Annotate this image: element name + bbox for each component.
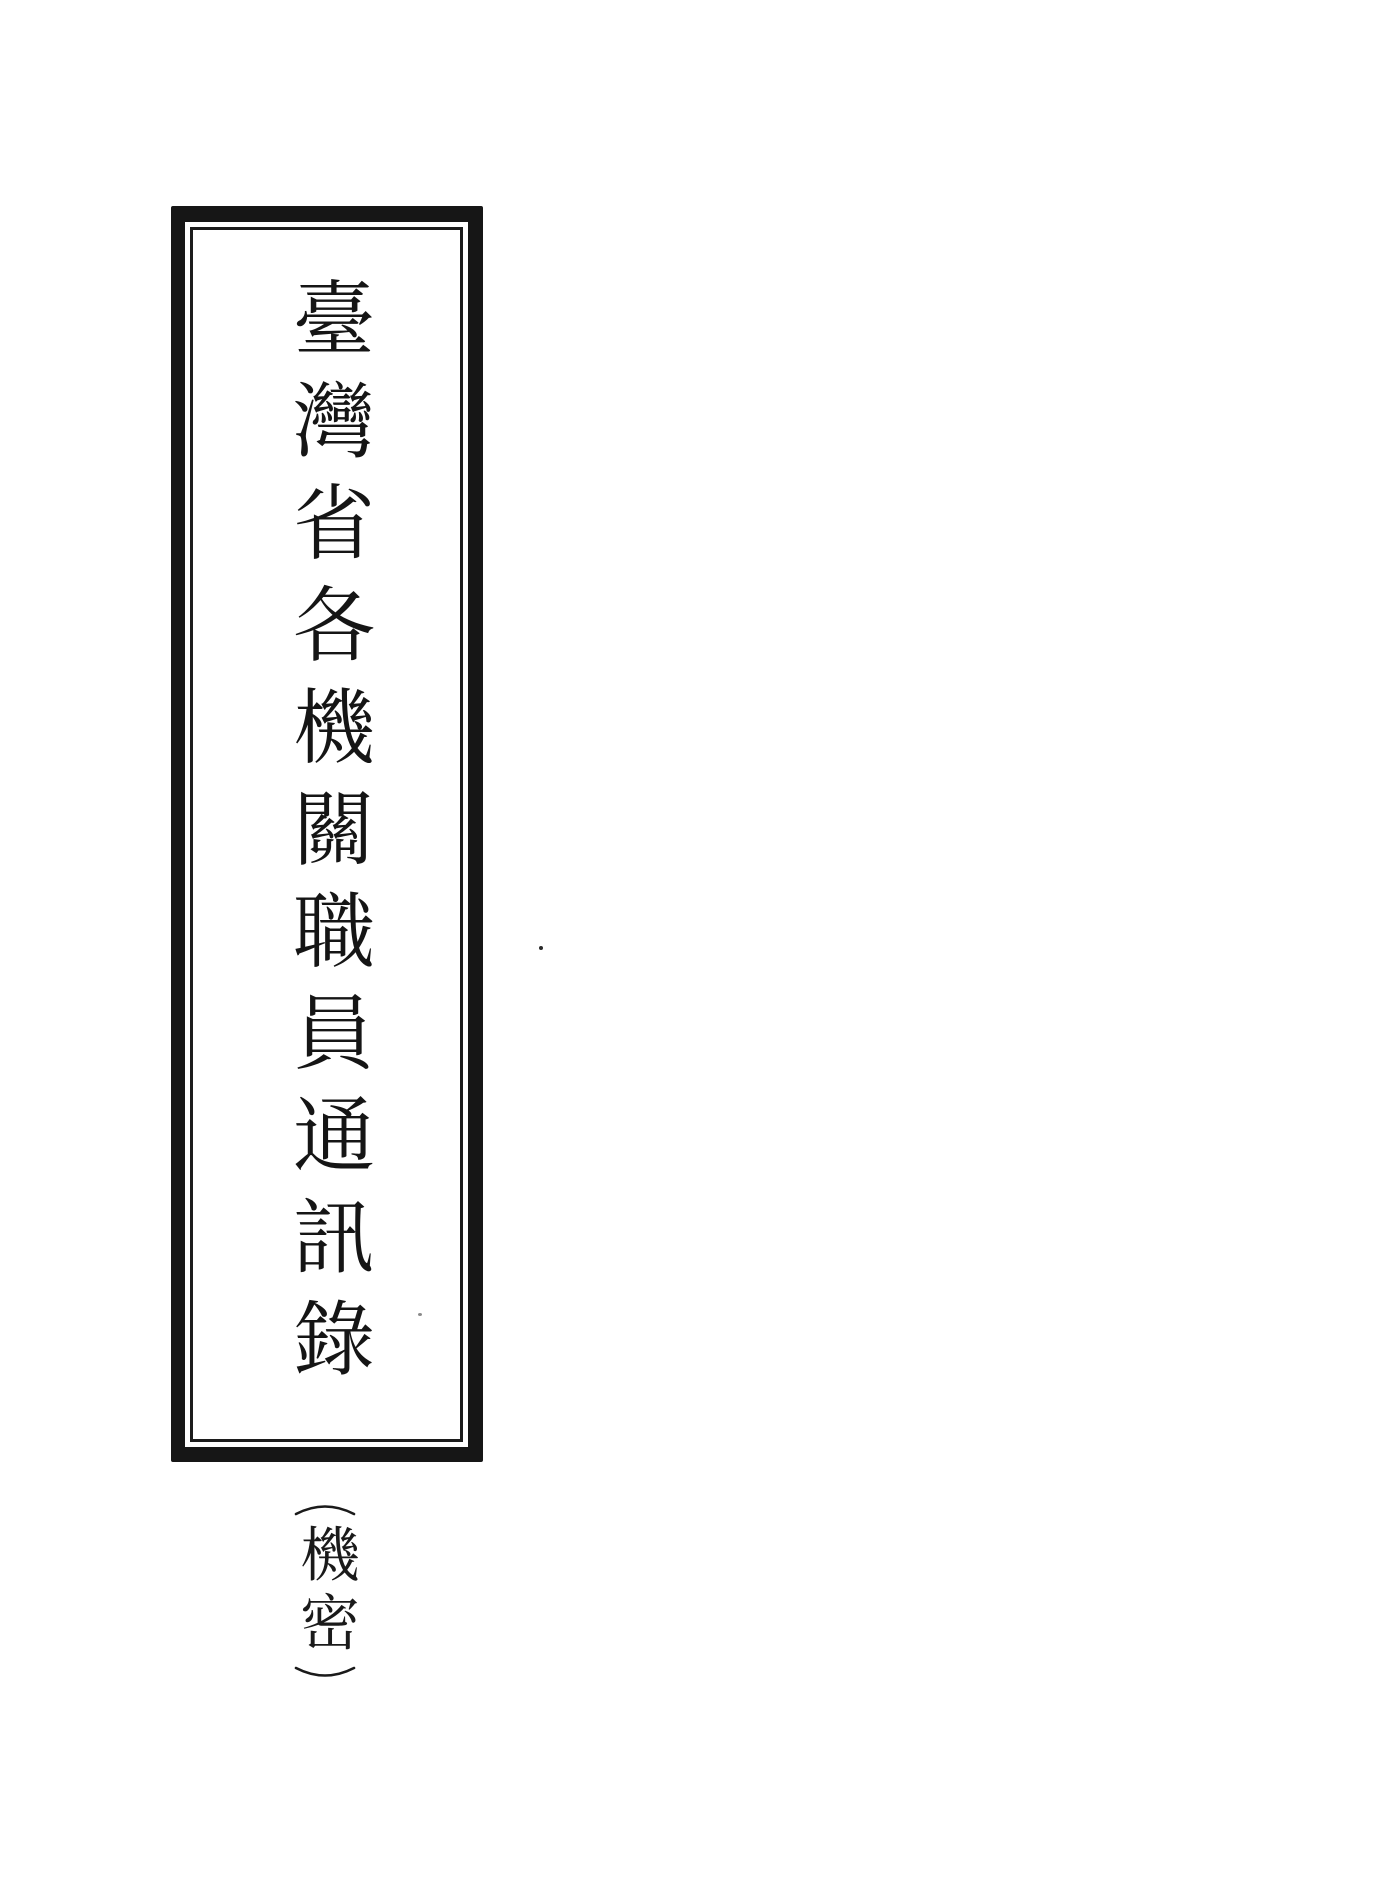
classification-block <box>292 1499 358 1683</box>
title-frame-inner-rule <box>190 227 463 1442</box>
classification-label: 機密 <box>290 1523 360 1659</box>
vertical-open-paren-icon <box>292 1499 358 1517</box>
book-title: 臺灣省各機關職員通訊錄 <box>279 276 375 1398</box>
scan-speck <box>418 1313 422 1316</box>
vertical-close-paren-icon <box>292 1665 358 1683</box>
scan-speck <box>539 946 543 950</box>
title-frame-border <box>171 206 483 1462</box>
